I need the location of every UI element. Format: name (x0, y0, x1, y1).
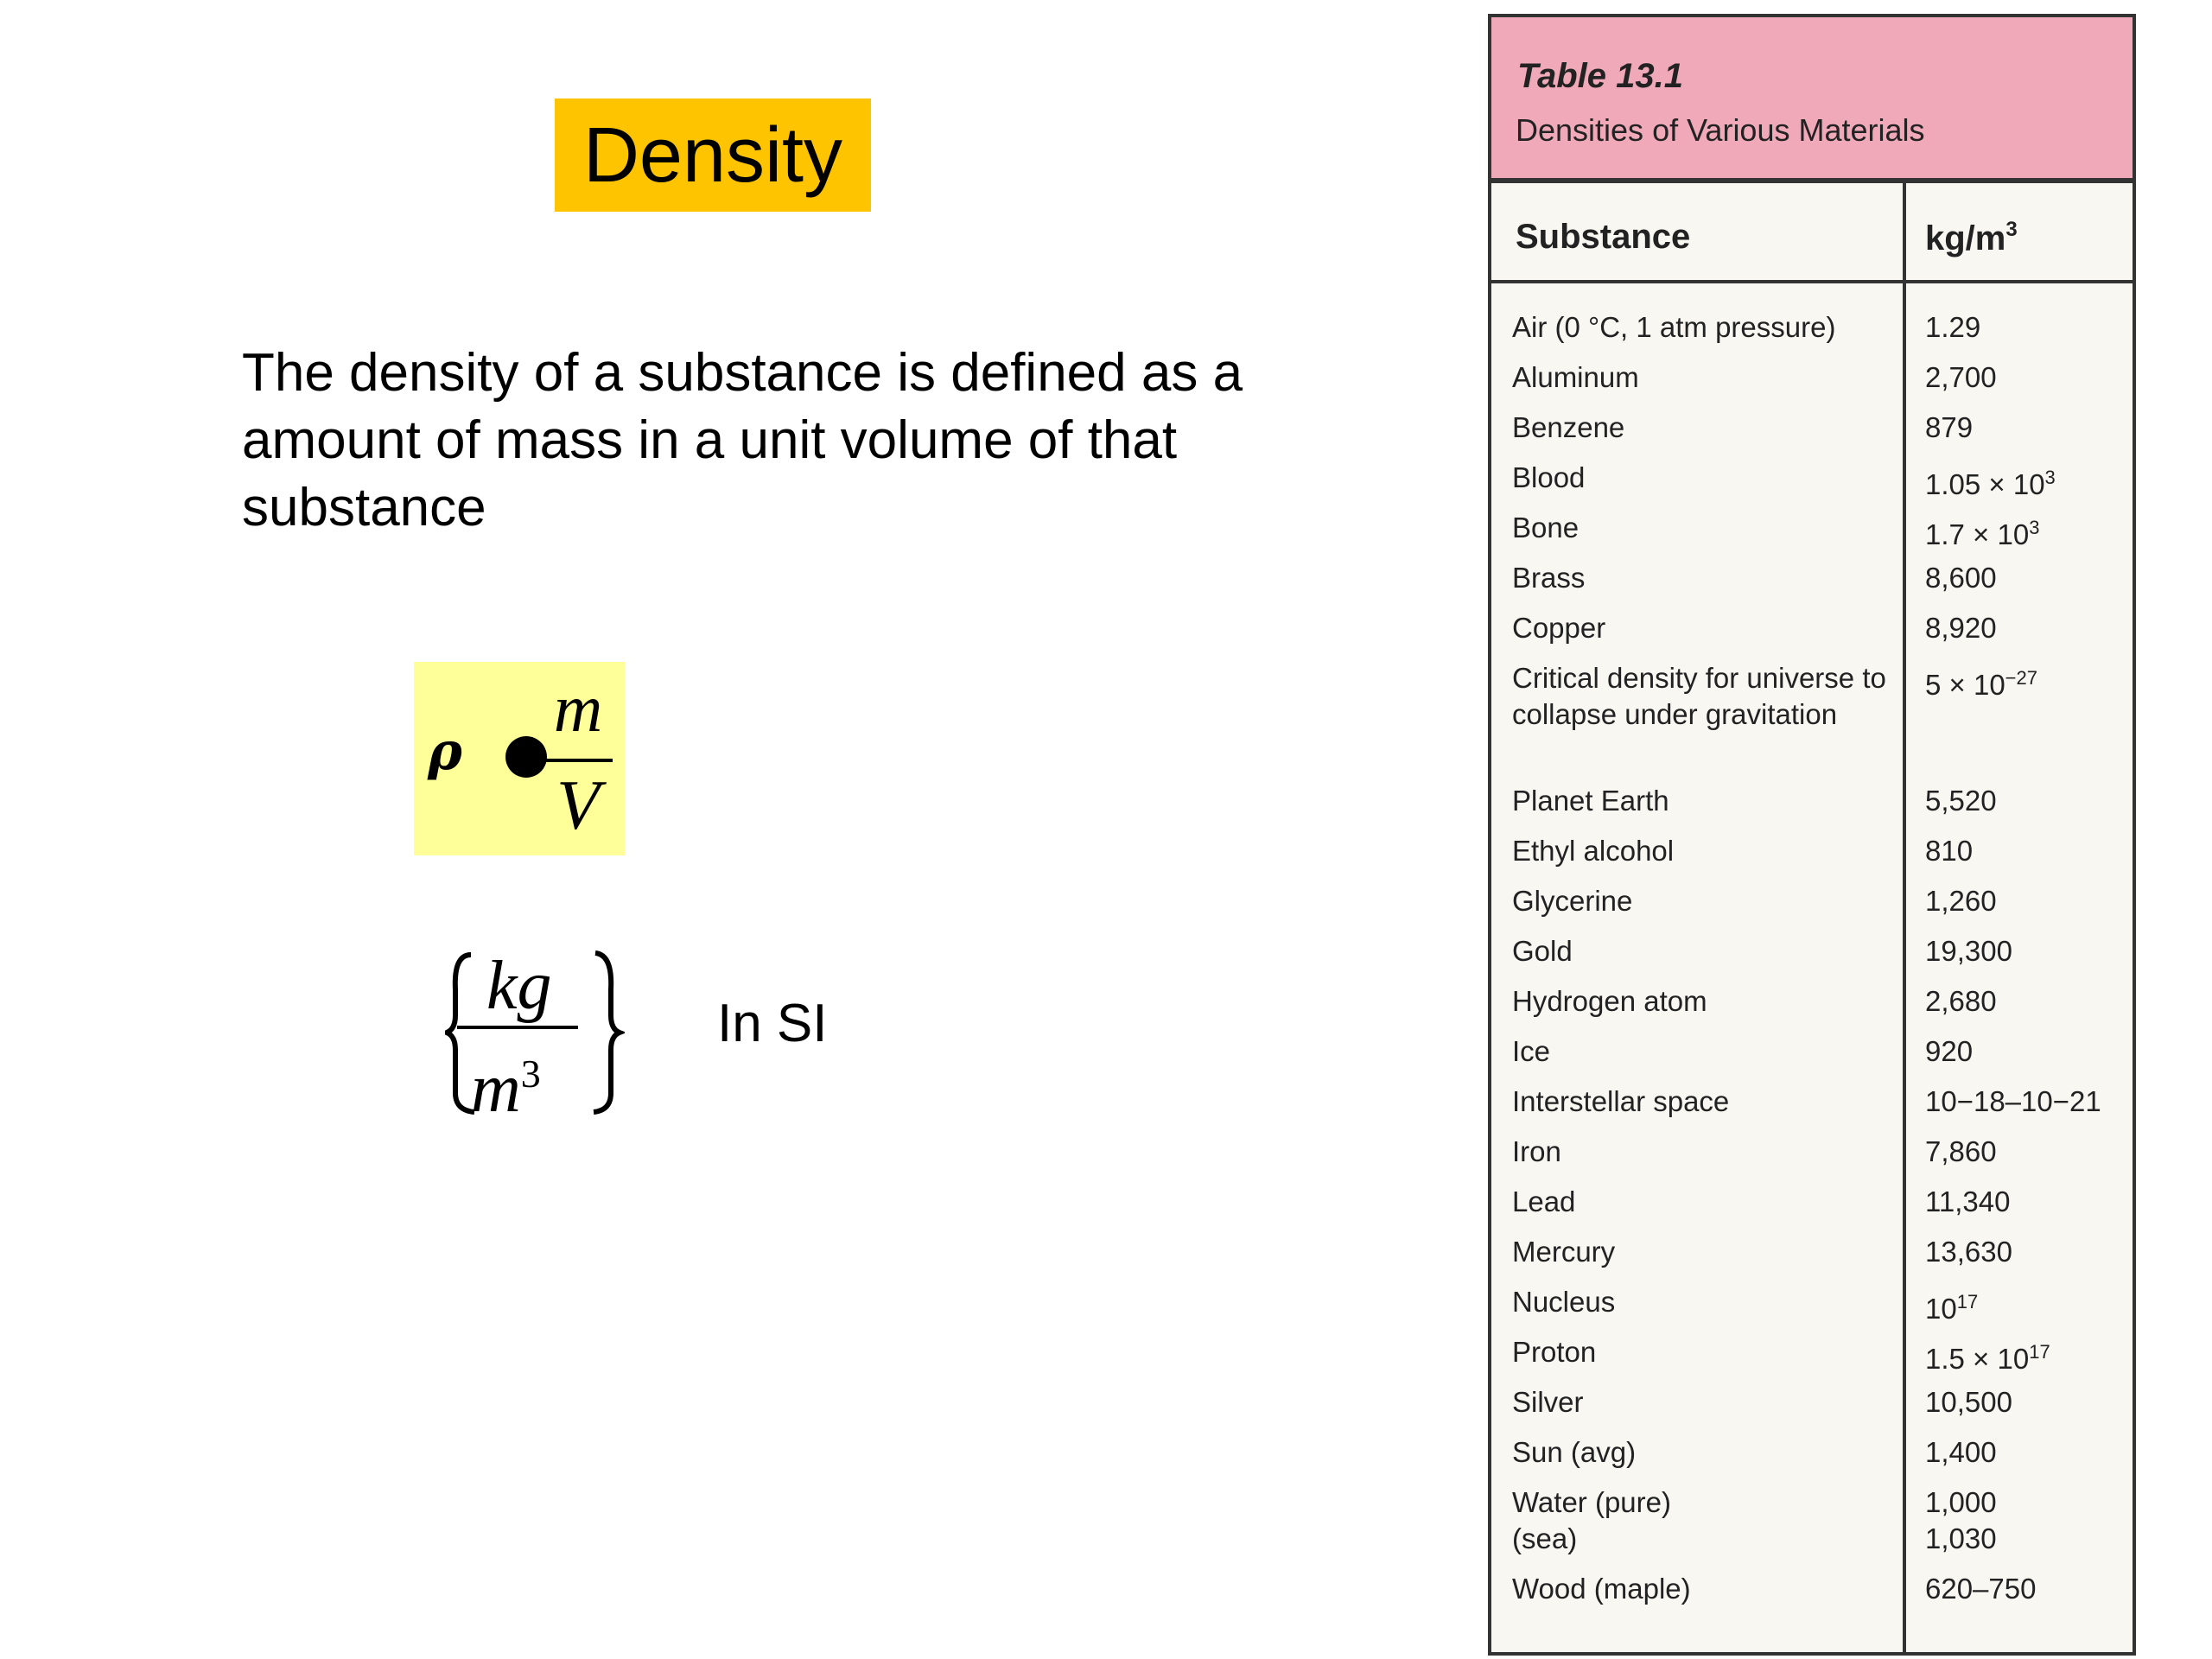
density-value-cell (1925, 833, 2124, 869)
density-value: 13,630 (1925, 1236, 2012, 1268)
density-exponent: 3 (2044, 467, 2056, 488)
density-value-cell (1925, 1134, 2124, 1170)
formula-denominator: V (556, 766, 601, 844)
density-value-cell (1925, 460, 2124, 503)
density-value-cell (1925, 883, 2124, 919)
table-row (1491, 454, 2133, 505)
density-value: 920 (1925, 1035, 1974, 1067)
substance-cell: Interstellar space (1512, 1085, 1730, 1117)
table-row (1491, 555, 2133, 605)
table-row (1491, 1078, 2133, 1128)
column-header-unit (1925, 218, 2018, 258)
table-row (1491, 978, 2133, 1028)
density-value-cell (1925, 1033, 2124, 1070)
table-row (1491, 655, 2133, 778)
density-value: 879 (1925, 411, 1974, 443)
unit-fraction-bar (457, 1026, 578, 1029)
table-row (1491, 1128, 2133, 1179)
substance-cell: Water (pure) (sea) (1512, 1486, 1671, 1554)
substance-cell: Ethyl alcohol (1512, 835, 1675, 867)
density-exponent: 17 (1956, 1291, 1979, 1313)
formula-numerator: m (553, 671, 603, 746)
density-value: 8,920 (1925, 612, 1997, 644)
density-value-cell (1925, 1384, 2124, 1421)
density-exponent: 17 (2029, 1341, 2050, 1363)
table-row (1491, 1429, 2133, 1479)
density-exponent: 3 (2029, 517, 2040, 538)
density-value: 1,400 (1925, 1436, 1997, 1468)
table-column-headers (1491, 183, 2133, 283)
substance-cell: Nucleus (1512, 1286, 1616, 1318)
density-value-cell (1925, 1434, 2124, 1471)
density-value-cell (1925, 1184, 2124, 1220)
definition-text: The density of a substance is defined as a amount of mass in a unit volume of that substance (242, 343, 1243, 537)
equals-sign (505, 736, 547, 778)
table-row (1491, 1028, 2133, 1078)
density-value: 10 (1925, 1293, 1957, 1325)
table-row (1491, 1179, 2133, 1229)
density-value-cell (1925, 510, 2124, 553)
density-value-cell (1925, 309, 2124, 346)
density-value: 7,860 (1925, 1135, 1997, 1167)
density-value-cell (1925, 560, 2124, 596)
table-row (1491, 1566, 2133, 1616)
substance-cell: Gold (1512, 935, 1573, 967)
density-value: 1.29 (1925, 311, 1981, 343)
substance-cell: Ice (1512, 1035, 1551, 1067)
density-value: 1.05 × 10 (1925, 468, 2045, 500)
density-value: 10−18–10−21 (1925, 1085, 2101, 1117)
unit-exponent: 3 (520, 1052, 541, 1096)
density-value: 5 × 10 (1925, 669, 2005, 701)
substance-cell: Silver (1512, 1386, 1584, 1418)
substance-cell: Copper (1512, 612, 1606, 644)
unit-denominator-base: m (471, 1051, 521, 1127)
density-formula (414, 662, 625, 855)
substance-cell: Hydrogen atom (1512, 985, 1707, 1017)
substance-cell: Lead (1512, 1185, 1576, 1217)
density-exponent: −27 (2005, 667, 2037, 689)
density-value-cell (1925, 933, 2124, 969)
right-bracket-icon (590, 946, 625, 1119)
substance-cell: Brass (1512, 562, 1586, 594)
table-body (1491, 304, 2133, 1616)
unit-numerator: kg (486, 948, 552, 1024)
density-value: 1.5 × 10 (1925, 1343, 2030, 1375)
table-row (1491, 1279, 2133, 1329)
density-value: 2,700 (1925, 361, 1997, 393)
table-row (1491, 878, 2133, 928)
substance-cell: Proton (1512, 1336, 1597, 1368)
substance-cell: Bone (1512, 512, 1580, 543)
density-value: 5,520 (1925, 785, 1997, 817)
substance-cell: Glycerine (1512, 885, 1633, 917)
slide-title: Density (582, 111, 843, 199)
substance-cell: Air (0 °C, 1 atm pressure) (1512, 311, 1836, 343)
density-value: 810 (1925, 835, 1974, 867)
si-label: In SI (717, 994, 828, 1053)
density-value: 620–750 (1925, 1573, 2037, 1605)
density-value: 1,260 (1925, 885, 1997, 917)
table-row (1491, 928, 2133, 978)
density-table (1488, 14, 2136, 1656)
density-value-cell (1925, 783, 2124, 819)
density-value-cell (1925, 1484, 2124, 1557)
table-row (1491, 304, 2133, 354)
density-value-cell (1925, 1234, 2124, 1270)
table-row (1491, 605, 2133, 655)
density-value-cell (1925, 610, 2124, 646)
table-row (1491, 354, 2133, 404)
table-row (1491, 1379, 2133, 1429)
density-value: 10,500 (1925, 1386, 2012, 1418)
substance-cell: Sun (avg) (1512, 1436, 1637, 1468)
substance-cell: Aluminum (1512, 361, 1639, 393)
density-value-cell (1925, 1571, 2124, 1607)
substance-cell: Benzene (1512, 411, 1625, 443)
density-value: 1,000 1,030 (1925, 1486, 1997, 1554)
table-row (1491, 1479, 2133, 1566)
density-value-cell (1925, 1284, 2124, 1327)
slide-title-box (555, 99, 871, 212)
density-value: 2,680 (1925, 985, 1997, 1017)
density-value: 19,300 (1925, 935, 2012, 967)
unit-denominator (471, 1033, 592, 1130)
substance-cell: Wood (maple) (1512, 1573, 1691, 1605)
substance-cell: Mercury (1512, 1236, 1616, 1268)
table-row (1491, 505, 2133, 555)
column-header-unit-exponent: 3 (2005, 218, 2018, 241)
table-row (1491, 1329, 2133, 1379)
table-caption: Densities of Various Materials (1516, 112, 1925, 148)
substance-cell: Critical density for universe to collapse under gravitation (1512, 662, 1886, 730)
fraction-bar (543, 759, 613, 762)
table-row (1491, 778, 2133, 828)
table-header-band (1491, 17, 2133, 183)
density-value: 8,600 (1925, 562, 1997, 594)
density-value-cell (1925, 359, 2124, 396)
column-header-unit-base: kg/m (1925, 219, 2006, 257)
density-value-cell (1925, 1084, 2124, 1120)
density-value-cell (1925, 1334, 2124, 1377)
substance-cell: Iron (1512, 1135, 1561, 1167)
si-unit-expression (445, 946, 626, 1127)
density-value-cell (1925, 983, 2124, 1020)
density-value: 1.7 × 10 (1925, 518, 2030, 550)
table-row (1491, 404, 2133, 454)
table-row (1491, 828, 2133, 878)
density-value-cell (1925, 660, 2124, 703)
substance-cell: Blood (1512, 461, 1586, 493)
density-value-cell (1925, 410, 2124, 446)
table-number: Table 13.1 (1517, 57, 1683, 95)
substance-cell: Planet Earth (1512, 785, 1669, 817)
column-header-substance: Substance (1516, 218, 1691, 256)
table-row (1491, 1229, 2133, 1279)
density-value: 11,340 (1925, 1185, 2011, 1217)
rho-symbol: ρ (428, 721, 462, 782)
